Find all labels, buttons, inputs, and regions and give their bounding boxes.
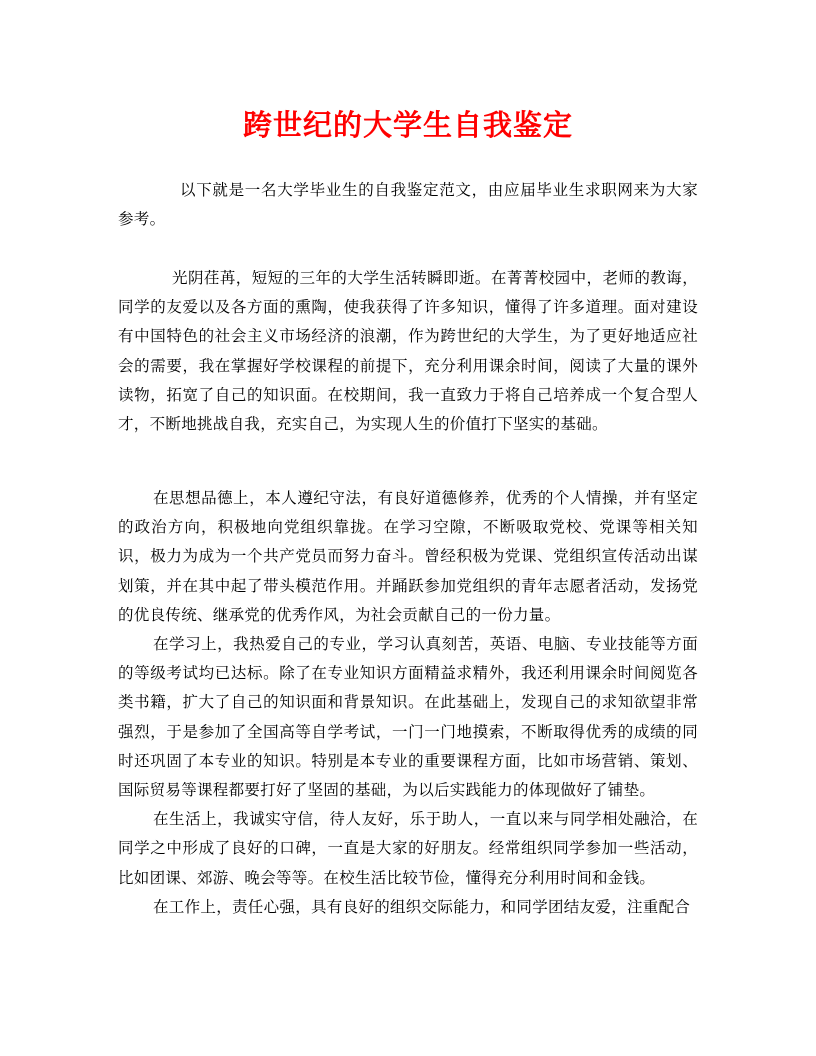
- body-block-1: [118, 264, 698, 439]
- paragraph-moral: 在思想品德上，本人遵纪守法，有良好道德修养，优秀的个人情操，并有坚定的政治方向，积极地向党组织靠拢。在学习空隙，不断吸取党校、党课等相关知识，极力为成为一个共产党员而努力奋斗。曾经积极为党课、党组织宣传活动出谋划策，并在其中起了带头模范作用。并踊跃参加党组织的青年志愿者活动，发扬党的优良传统、继承党的优秀作风，为社会贡献自己的一份力量。: [118, 489, 698, 624]
- intro-paragraph: 以下就是一名大学毕业生的自我鉴定范文，由应届毕业生求职网来为大家参考。: [118, 181, 698, 229]
- body-block-2: [118, 484, 698, 922]
- paragraph-study: 在学习上，我热爱自己的专业，学习认真刻苦，英语、电脑、专业技能等方面的等级考试均已达标。除了在专业知识方面精益求精外，我还利用课余时间阅览各类书籍，扩大了自己的知识面和背景知识。在此基础上，发现自己的求知欲望非常强烈，于是参加了全国高等自学考试，一门一门地摸索，不断取得优秀的成绩的同时还巩固了本专业的知识。特别是本专业的重要课程方面，比如市场营销、策划、国际贸易等课程都要打好了坚固的基础，为以后实践能力的体现做好了铺垫。: [118, 635, 698, 800]
- paragraph-work: 在工作上，责任心强，具有良好的组织交际能力，和同学团结友爱，注重配合: [153, 897, 691, 916]
- intro-block: [118, 176, 698, 234]
- document-title: 跨世纪的大学生自我鉴定: [242, 108, 573, 142]
- paragraph-life: 在生活上，我诚实守信，待人友好，乐于助人，一直以来与同学相处融洽，在同学之中形成了良好的口碑，一直是大家的好朋友。经常组织同学参加一些活动，比如团课、郊游、晚会等等。在校生活比较节俭，懂得充分利用时间和金钱。: [118, 810, 698, 887]
- paragraph-reflection: 光阴荏苒，短短的三年的大学生活转瞬即逝。在菁菁校园中，老师的教诲，同学的友爱以及各方面的熏陶，使我获得了许多知识，懂得了许多道理。面对建设有中国特色的社会主义市场经济的浪潮，作为跨世纪的大学生，为了更好地适应社会的需要，我在掌握好学校课程的前提下，充分利用课余时间，阅读了大量的课外读物，拓宽了自己的知识面。在校期间，我一直致力于将自己培养成一个复合型人才，不断地挑战自我，充实自己，为实现人生的价值打下坚实的基础。: [118, 269, 698, 434]
